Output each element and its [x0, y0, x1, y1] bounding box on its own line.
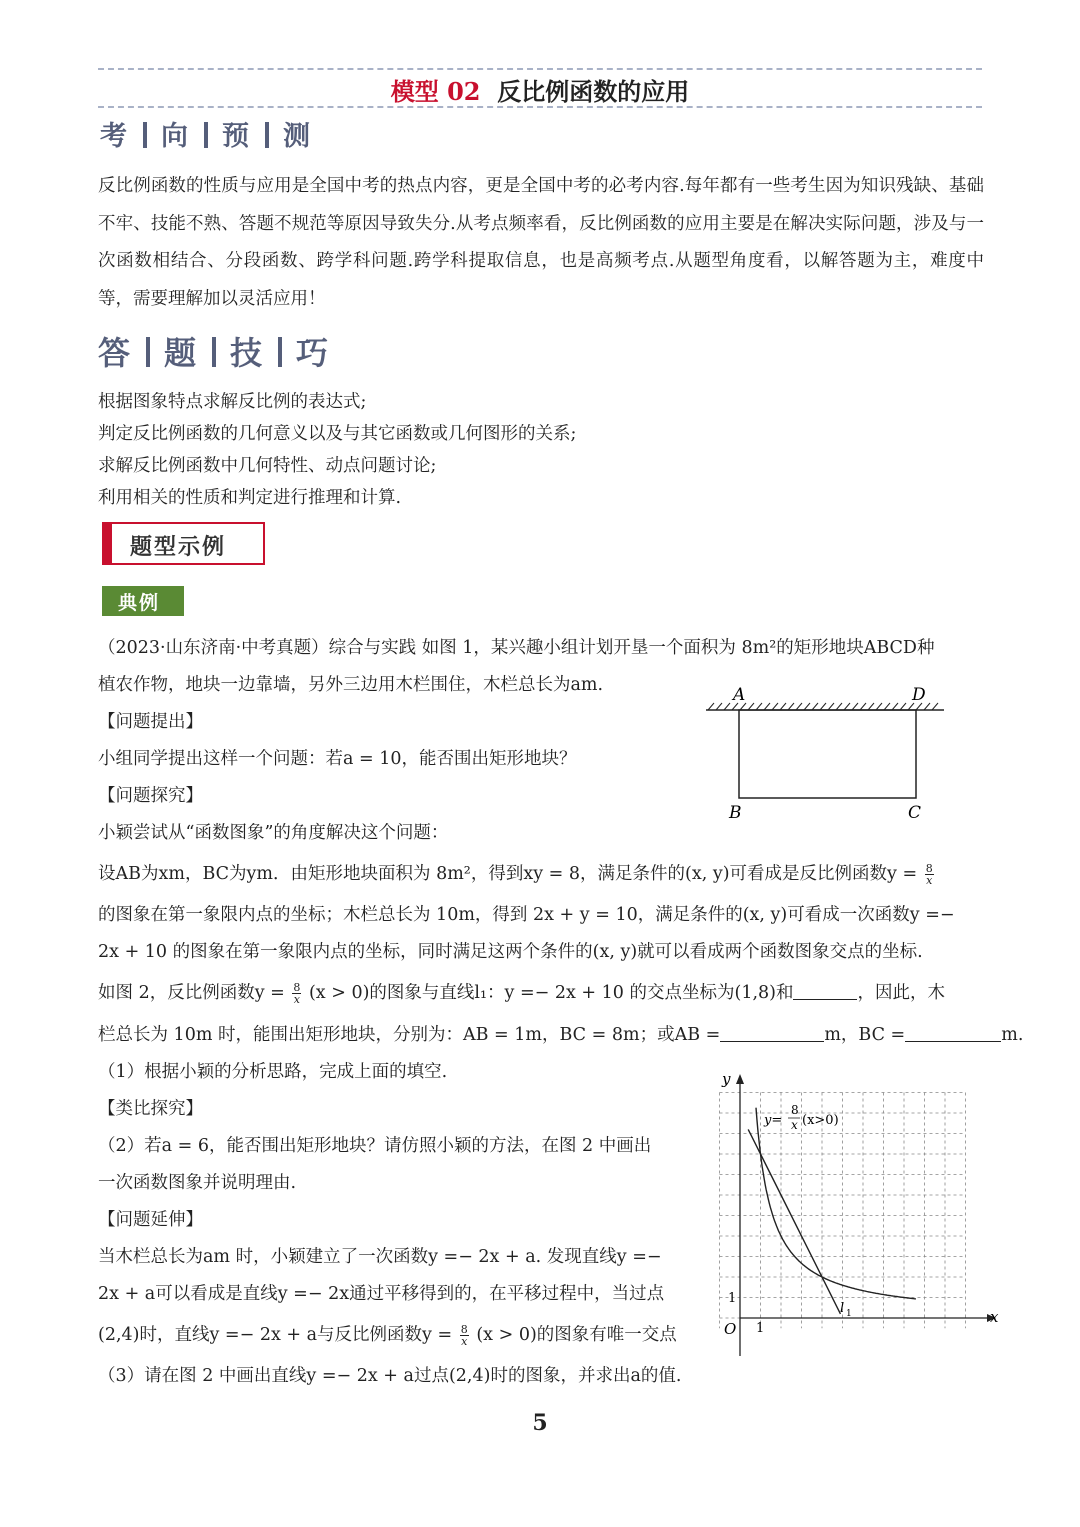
- heading-char: 预: [222, 121, 251, 152]
- curve-label-num: 8: [791, 1103, 799, 1117]
- heading-separator: [265, 122, 269, 148]
- vertex-b-label: B: [729, 803, 742, 823]
- curve-label-cond: (x>0): [802, 1113, 839, 1128]
- subheading-question: 【问题提出】: [98, 712, 203, 732]
- tip-item: 根据图象特点求解反比例的表达式;: [98, 392, 367, 412]
- typical-example-badge: [102, 586, 184, 616]
- model-title: 反比例函数的应用: [497, 77, 690, 106]
- badge-accent-bar: [104, 524, 112, 563]
- grid-lines: [720, 1093, 966, 1329]
- subheading-analogy: 【类比探究】: [98, 1099, 203, 1119]
- y-axis-arrow-icon: [736, 1074, 744, 1084]
- problem-text: m.: [1001, 1025, 1024, 1045]
- page-title: [0, 72, 1080, 107]
- problem-line: （2023·山东济南·中考真题）综合与实践 如图 1，某兴趣小组计划开垦一个面积为 8m²的矩形地块ABCD种: [98, 638, 935, 658]
- type-example-badge: [102, 522, 265, 565]
- fraction-den: x: [461, 1335, 468, 1348]
- problem-line: [98, 1021, 1023, 1046]
- heading-char: 技: [230, 334, 265, 372]
- problem-text: ，因此，木: [857, 983, 945, 1003]
- tip-item: 求解反比例函数中几何特性、动点问题讨论;: [98, 456, 437, 476]
- fraction-den: x: [293, 993, 300, 1006]
- fraction: [460, 1324, 469, 1347]
- line-l1-subscript: 1: [846, 1309, 852, 1319]
- inverse-function-curve: [756, 1108, 916, 1299]
- problem-text: 如图 2，反比例函数y =: [98, 983, 285, 1003]
- figure-1-rectangle: [700, 680, 950, 825]
- tip-item: 判定反比例函数的几何意义以及与其它函数或几何图形的关系;: [98, 424, 577, 444]
- heading-separator: [143, 122, 147, 148]
- problem-text: (2,4)时，直线y =− 2x + a与反比例函数y =: [98, 1325, 453, 1345]
- problem-text: (x > 0)的图象有唯一交点: [476, 1325, 677, 1345]
- model-label: 模型 02: [390, 77, 481, 106]
- badge-label: 题型示例: [130, 534, 227, 560]
- fraction: [292, 982, 301, 1005]
- section-heading-tips: [98, 328, 330, 374]
- answer-blank[interactable]: [905, 1025, 1001, 1042]
- line-l1: [748, 1129, 840, 1314]
- figure-2-graph: [700, 1066, 1005, 1361]
- vertex-d-label: D: [912, 685, 926, 705]
- question-2-cont: 一次函数图象并说明理由.: [98, 1173, 297, 1193]
- problem-line: [98, 979, 945, 1005]
- fraction-num: 8: [460, 1323, 468, 1336]
- problem-line: [98, 1321, 677, 1347]
- problem-line: [98, 860, 936, 886]
- problem-text: 栏总长为 10m 时，能围出矩形地块，分别为：AB = 1m，BC = 8m；或AB =: [98, 1025, 721, 1045]
- vertex-a-label: A: [733, 685, 746, 705]
- question-2: （2）若a = 6，能否围出矩形地块？请仿照小颖的方法，在图 2 中画出: [98, 1136, 652, 1156]
- y-axis-label: y: [722, 1070, 731, 1088]
- fraction-num: 8: [925, 862, 933, 875]
- question-1: （1）根据小颖的分析思路，完成上面的填空.: [98, 1062, 448, 1082]
- subheading-extension: 【问题延伸】: [98, 1210, 203, 1230]
- heading-separator: [212, 337, 216, 367]
- answer-blank[interactable]: [720, 1025, 824, 1042]
- rectangle-abcd: [739, 710, 916, 798]
- y-tick-label: 1: [728, 1291, 737, 1306]
- x-axis-label: x: [990, 1308, 999, 1326]
- problem-text: 设AB为xm，BC为ym．由矩形地块面积为 8m²，得到xy = 8，满足条件的(x, y)可看成是反比例函数y =: [98, 864, 918, 884]
- heading-char: 题: [164, 334, 199, 372]
- heading-separator: [278, 337, 282, 367]
- line-l1-label: l: [840, 1301, 845, 1316]
- vertex-c-label: C: [908, 803, 922, 823]
- origin-label: O: [724, 1320, 737, 1338]
- fraction: [925, 863, 934, 886]
- question-3: （3）请在图 2 中画出直线y =− 2x + a过点(2,4)时的图象，并求出a的值.: [98, 1366, 682, 1386]
- tip-item: 利用相关的性质和判定进行推理和计算.: [98, 488, 402, 508]
- heading-separator: [146, 337, 150, 367]
- fraction-num: 8: [293, 981, 301, 994]
- header-bottom-rule: [98, 106, 982, 108]
- subheading-explore: 【问题探究】: [98, 786, 203, 806]
- heading-char: 向: [161, 121, 190, 152]
- x-tick-label: 1: [756, 1321, 765, 1336]
- heading-separator: [204, 122, 208, 148]
- heading-char: 测: [283, 121, 312, 152]
- problem-line: 小组同学提出这样一个问题：若a = 10，能否围出矩形地块？: [98, 749, 577, 769]
- heading-char: 考: [100, 121, 129, 152]
- problem-line: 当木栏总长为am 时，小颖建立了一次函数y =− 2x + a. 发现直线y =−: [98, 1247, 662, 1267]
- fraction-den: x: [926, 874, 933, 887]
- heading-char: 巧: [296, 334, 331, 372]
- problem-line: 植农作物，地块一边靠墙，另外三边用木栏围住，木栏总长为am.: [98, 675, 604, 695]
- problem-text: m，BC =: [824, 1025, 906, 1045]
- page-number: 5: [532, 1410, 548, 1436]
- heading-char: 答: [98, 334, 133, 372]
- problem-text: (x > 0)的图象与直线l₁：y =− 2x + 10 的交点坐标为(1,8)和: [308, 983, 794, 1003]
- curve-label-den: x: [791, 1118, 798, 1132]
- curve-label: y=: [764, 1113, 783, 1128]
- badge-label: 典例: [118, 592, 161, 614]
- problem-line: 2x + a可以看成是直线y =− 2x通过平移得到的，在平移过程中，当过点: [98, 1284, 665, 1304]
- problem-line: 2x + 10 的图象在第一象限内点的坐标，同时满足这两个条件的(x, y)就可以看成两个函数图象交点的坐标.: [98, 942, 923, 962]
- problem-line: 的图象在第一象限内点的坐标；木栏总长为 10m，得到 2x + y = 10，满足条件的(x, y)可看成一次函数y =−: [98, 905, 955, 925]
- problem-line: 小颖尝试从“函数图象”的角度解决这个问题：: [98, 823, 449, 843]
- section-heading-forecast: [100, 114, 312, 153]
- answer-blank[interactable]: [793, 983, 857, 1000]
- forecast-paragraph: 反比例函数的性质与应用是全国中考的热点内容，更是全国中考的必考内容.每年都有一些考生因为知识残缺、基础不牢、技能不熟、答题不规范等原因导致失分.从考点频率看，反比例函数的应用主要是在解决实际问题，涉及与一次函数相结合、分段函数、跨学科问题.跨学科提取信息，也是高频考点.从题型角度看，以解答题为主，难度中等，需要理解加以灵活应用！: [98, 176, 984, 309]
- header-top-rule: [98, 68, 982, 70]
